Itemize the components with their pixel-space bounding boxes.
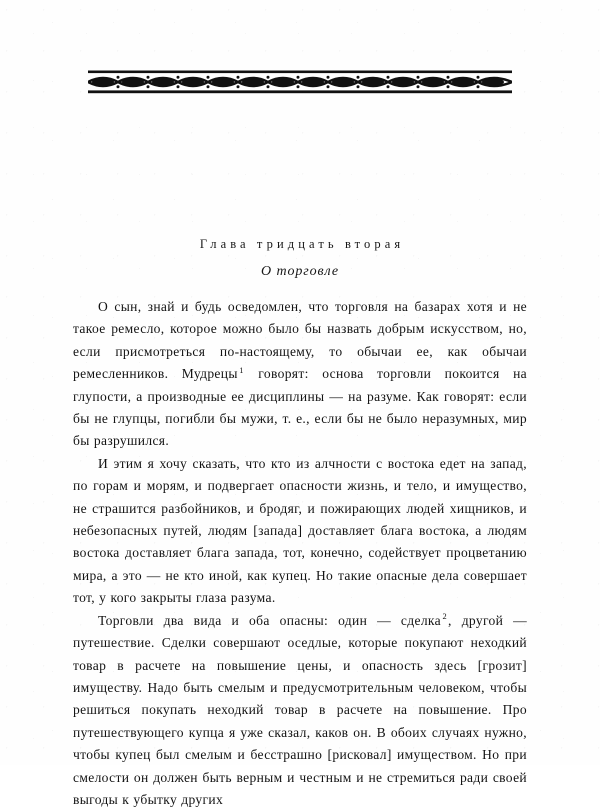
footnote-marker[interactable]: 2 [442, 612, 448, 622]
body-paragraph: О сын, знай и будь осведомлен, что торговля на базарах хотя и не такое ремесло, которое можно было бы назвать добрым искусством, но, если присмотреться по-настоящему, то обычаи ее, как обычаи ремесленников. Мудрецы $^1$ говорят: основа торговли покоится на глупости, а производные ее дисциплины — на разуме. Как говорят: если бы не глупцы, погибли бы мужи, т. е., если бы не было неразумных, мир бы разрушился. [73, 299, 527, 449]
body-paragraph: Торговли два вида и оба опасны: один — сделка $^2$, другой — путешествие. Сделки совершают оседлые, которые покупают неходкий товар в расчете на повышение цены, и опасность здесь [грозит] имуществу. Надо быть смелым и предусмотрительным человеком, чтобы решиться покупать неходкий товар в расчете на повышение. Про путешествующего купца я уже сказал, каков он. В обоих случаях нужно, чтобы купец был смелым и бесстрашно [рисковал] имуществом. Но при смелости он должен быть верным и честным и не стремиться ради своей выгоды к убытку других [73, 612, 528, 807]
chapter-heading: Глава тридцать вторая [199, 237, 405, 251]
chapter-subtitle: О торговле [261, 264, 339, 279]
body-paragraph: И этим я хочу сказать, что кто из алчности с востока едет на запад, по горам и морям, и подвергает опасности жизнь, и тело, и имущество, не страшится разбойников, и бродяг, и пожирающих людей хищников, и небезопасных путей, людям [запада] доставляет блага востока, а людям востока доставляет блага запада, тот, конечно, содействует процветанию мира, а это — не кто иной, как купец. Но такие опасные дела совершает тот, у кого закрыты глаза разума. [73, 455, 527, 606]
body-text-block [73, 296, 527, 811]
chapter-ornament-rule [88, 70, 512, 94]
footnote-marker[interactable]: 1 [239, 365, 244, 375]
